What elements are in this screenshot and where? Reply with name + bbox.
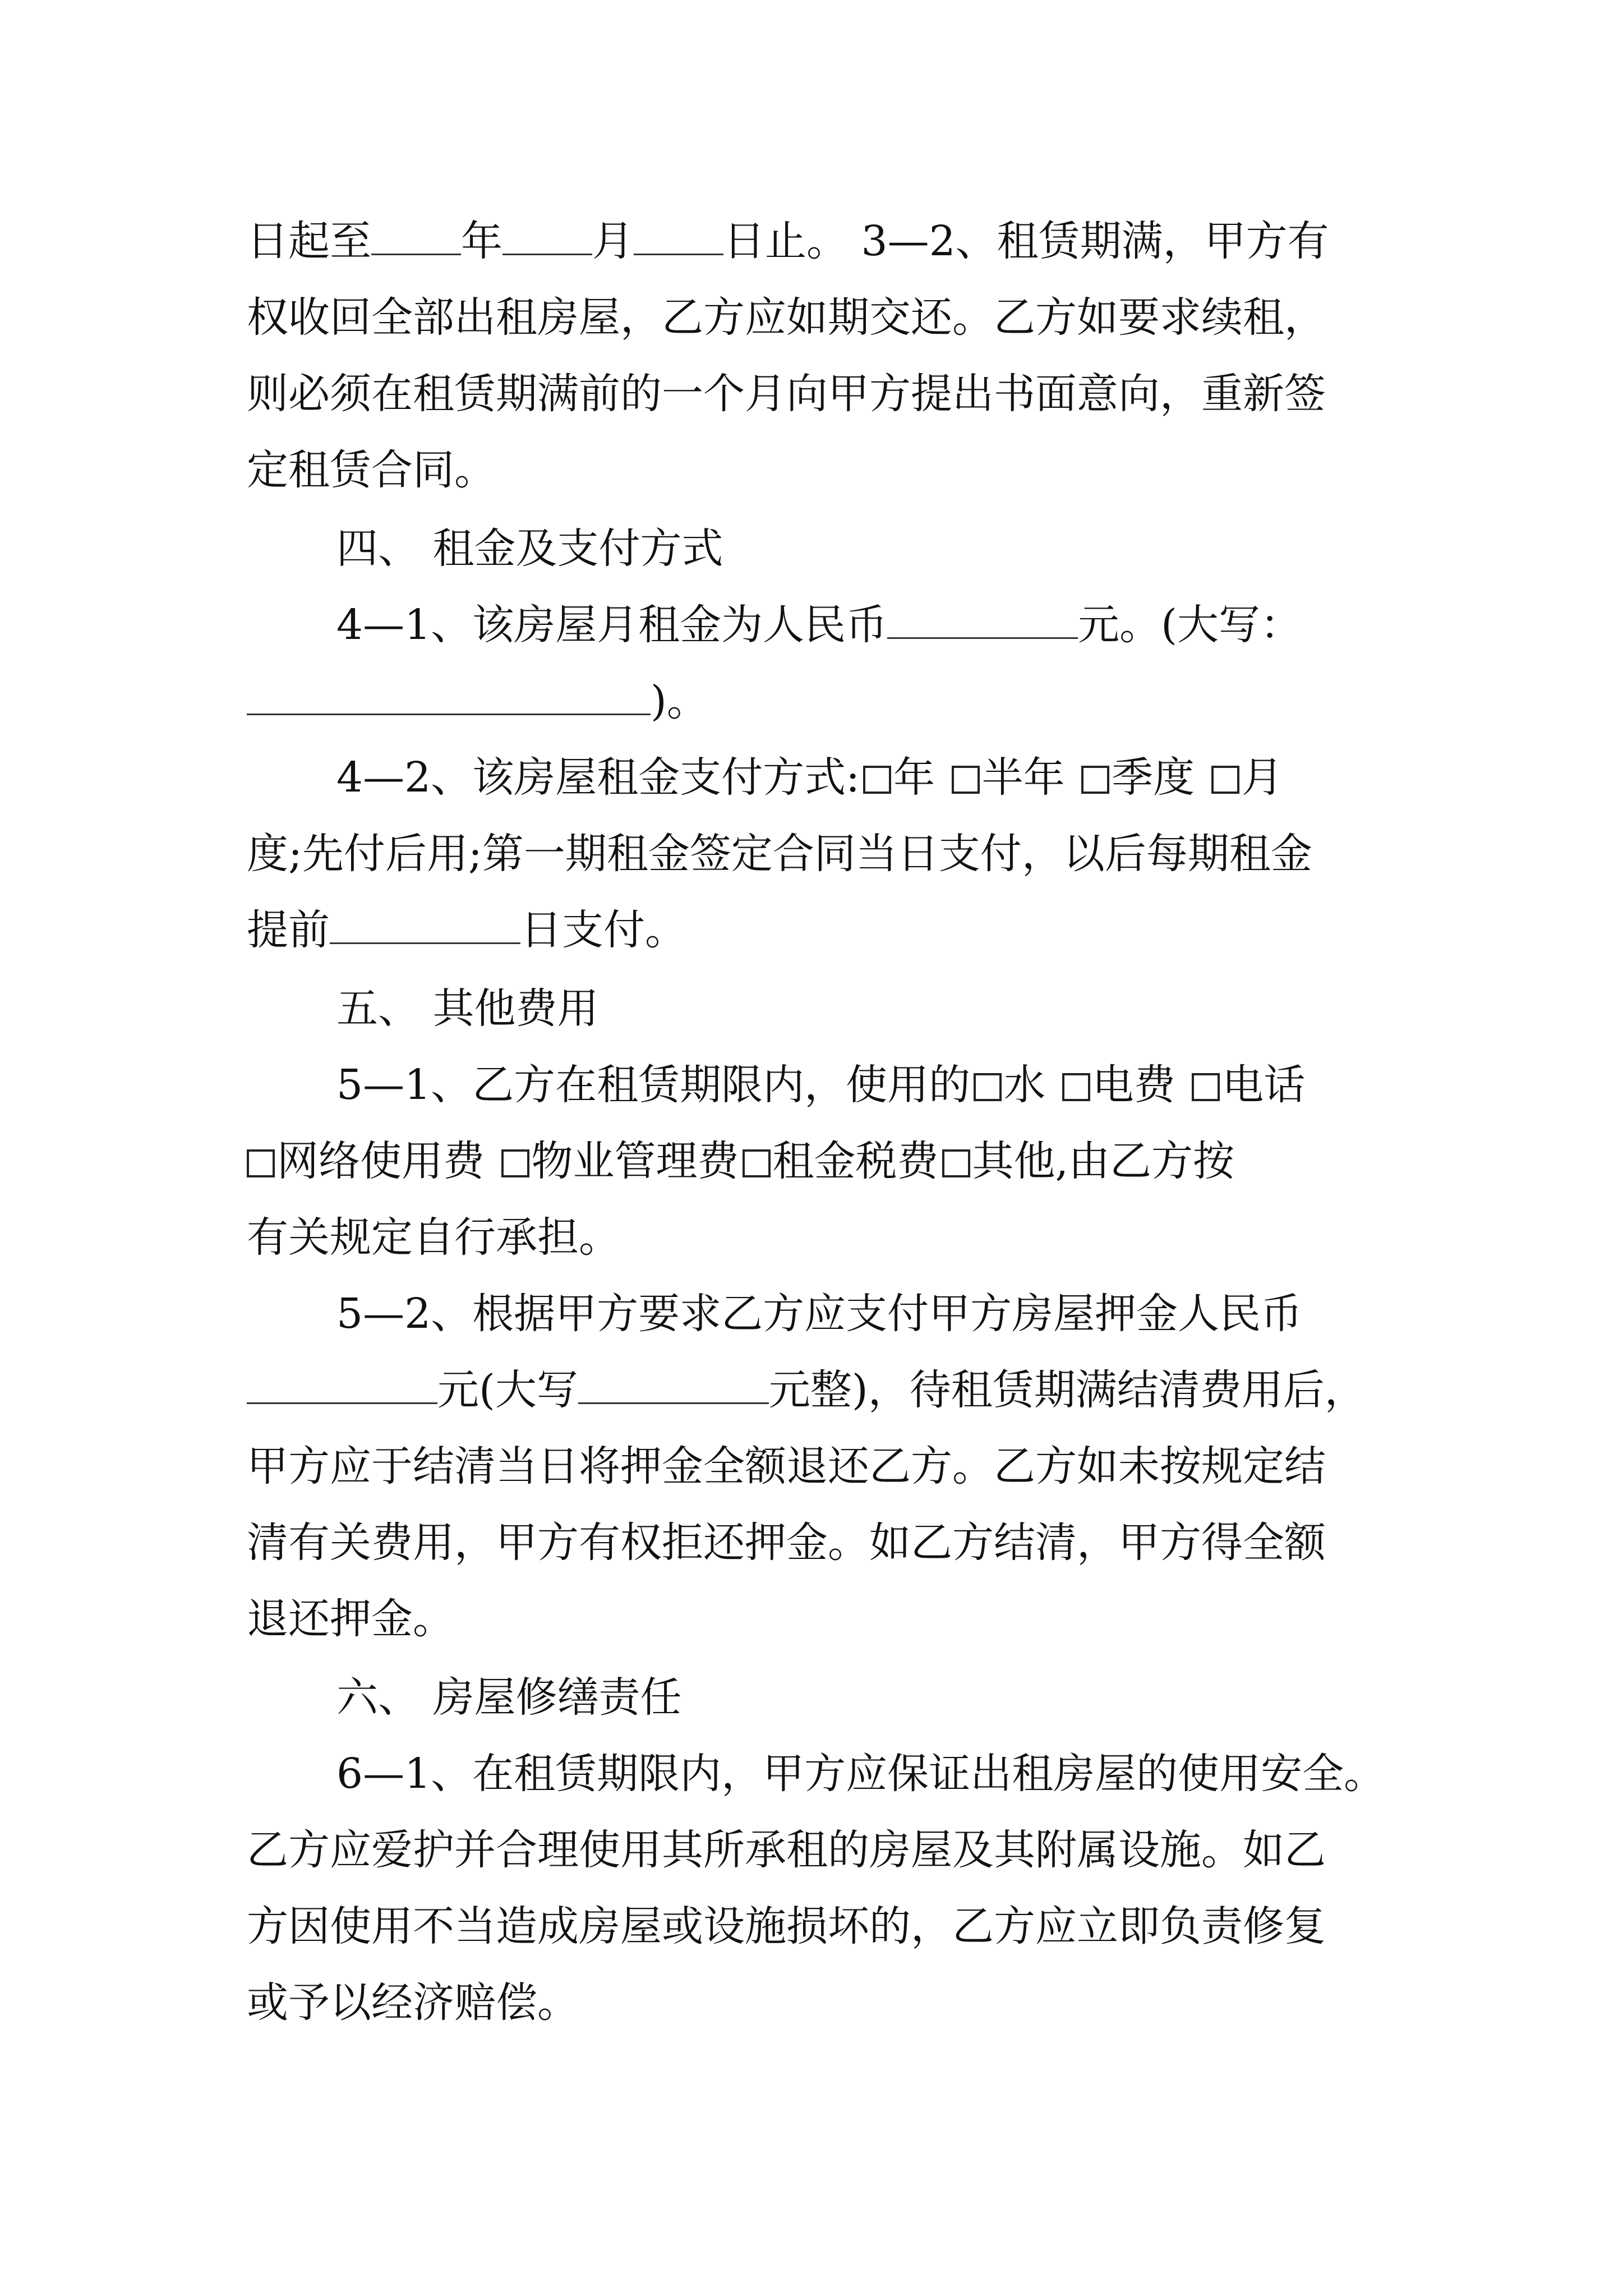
clause-3-line-4: 定租赁合同。 xyxy=(247,446,496,494)
checkbox[interactable] xyxy=(863,766,891,794)
clause-5-2-line-2 xyxy=(247,1352,1402,1428)
advance-days-blank xyxy=(330,903,520,944)
option-label: 半年 xyxy=(981,753,1065,802)
checkbox[interactable] xyxy=(974,1073,1002,1101)
text-segment: 日起至 xyxy=(247,217,371,265)
checkbox[interactable] xyxy=(1062,1073,1090,1101)
month-blank xyxy=(502,214,592,255)
year-blank xyxy=(371,214,461,255)
clause-4-1-line-2 xyxy=(247,663,1402,739)
clause-5-1-line-2 xyxy=(247,1123,1402,1199)
rent-amount-blank xyxy=(887,598,1078,639)
checkbox[interactable] xyxy=(1081,766,1109,794)
clause-5-2-line-1: 5—2、根据甲方要求乙方应支付甲方房屋押金人民币 xyxy=(336,1290,1303,1338)
clause-6-1-line-2: 乙方应爱护并合理使用其所承租的房屋及其附属设施。如乙 xyxy=(247,1826,1326,1874)
checkbox[interactable] xyxy=(1211,766,1239,794)
checkbox[interactable] xyxy=(247,1149,275,1177)
option-label: 网络使用费 xyxy=(277,1137,485,1185)
deposit-uppercase-blank xyxy=(578,1363,769,1404)
text-segment: 日支付。 xyxy=(520,906,686,954)
option-label: 水 xyxy=(1004,1061,1046,1109)
text-segment: 月 xyxy=(592,217,634,265)
option-label: 物业管理费 xyxy=(531,1137,739,1185)
clause-3-line-3: 则必须在租赁期满前的一个月向甲方提出书面意向，重新签 xyxy=(247,370,1326,418)
checkbox[interactable] xyxy=(942,1149,970,1177)
clause-5-1-line-1 xyxy=(336,1047,1492,1123)
section-5-heading: 五、 其他费用 xyxy=(336,984,599,1033)
text-segment: 5—1、乙方在租赁期限内，使用的 xyxy=(336,1061,971,1109)
text-segment: 提前 xyxy=(247,906,330,954)
text-segment: 4—2、该房屋租金支付方式: xyxy=(336,753,860,802)
section-4-heading: 四、 租金及支付方式 xyxy=(336,524,723,573)
clause-5-1-line-3: 有关规定自行承担。 xyxy=(247,1213,620,1262)
checkbox[interactable] xyxy=(743,1149,771,1177)
clause-6-1-line-4: 或予以经济赔偿。 xyxy=(247,1978,579,2027)
text-segment: 元。(大写： xyxy=(1078,601,1302,649)
text-segment: 4—1、该房屋月租金为人民币 xyxy=(336,601,888,649)
checkbox[interactable] xyxy=(501,1149,529,1177)
day-blank xyxy=(634,214,723,255)
text-segment: 元(大写 xyxy=(437,1366,578,1414)
clause-6-1-line-3: 方因使用不当造成房屋或设施损坏的，乙方应立即负责修复 xyxy=(247,1902,1326,1950)
option-label: 年 xyxy=(893,753,935,802)
option-label: 电话 xyxy=(1222,1061,1306,1109)
checkbox[interactable] xyxy=(952,766,980,794)
deposit-amount-blank xyxy=(247,1363,437,1404)
clause-4-2-line-3 xyxy=(247,892,1402,968)
option-label: 其他,由乙方按 xyxy=(972,1137,1235,1185)
clause-4-1-line-1 xyxy=(336,587,1492,663)
clause-4-2-line-1 xyxy=(336,739,1492,816)
option-label: 租金税费 xyxy=(772,1137,939,1185)
option-label: 季度 xyxy=(1112,753,1195,802)
clause-6-1-line-1: 6—1、在租赁期限内，甲方应保证出租房屋的使用安全。 xyxy=(336,1750,1386,1798)
clause-5-2-line-5: 退还押金。 xyxy=(247,1595,454,1643)
option-label: 月 xyxy=(1241,753,1283,802)
text-segment: 日止。 3—2、租赁期满，甲方有 xyxy=(723,217,1329,265)
clause-5-2-line-4: 清有关费用，甲方有权拒还押金。如乙方结清，甲方得全额 xyxy=(247,1519,1326,1567)
checkbox[interactable] xyxy=(1192,1073,1220,1101)
clause-3-line-1 xyxy=(247,203,1402,279)
clause-5-2-line-3: 甲方应于结清当日将押金全额退还乙方。乙方如未按规定结 xyxy=(247,1442,1326,1490)
rent-uppercase-blank xyxy=(247,674,651,715)
clause-3-line-2: 权收回全部出租房屋，乙方应如期交还。乙方如要求续租， xyxy=(247,293,1326,342)
clause-4-2-line-2: 度;先付后用;第一期租金签定合同当日支付，以后每期租金 xyxy=(247,830,1312,878)
text-segment: )。 xyxy=(651,677,708,725)
text-segment: 元整)，待租赁期满结清费用后， xyxy=(768,1366,1366,1414)
text-segment: 年 xyxy=(461,217,502,265)
option-label: 电费 xyxy=(1092,1061,1175,1109)
section-6-heading: 六、 房屋修缮责任 xyxy=(336,1673,682,1722)
